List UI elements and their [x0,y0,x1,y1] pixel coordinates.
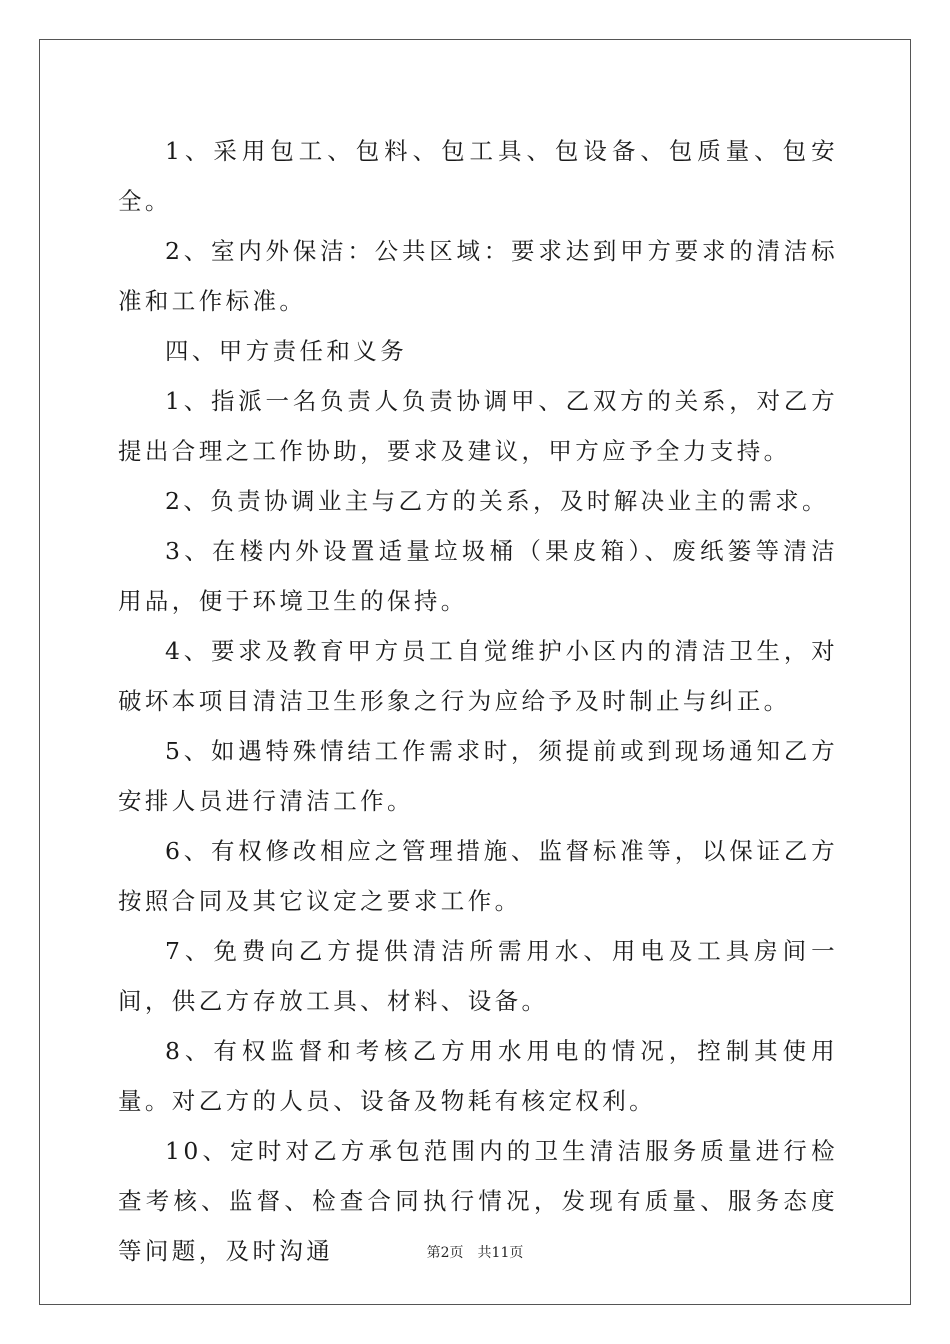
paragraph-10: 8、有权监督和考核乙方用水用电的情况，控制其使用量。对乙方的人员、设备及物耗有核定权利。 [118,1037,838,1115]
paragraph-1: 1、采用包工、包料、包工具、包设备、包质量、包安全。 [118,137,838,215]
paragraph-11: 10、定时对乙方承包范围内的卫生清洁服务质量进行检查考核、监督、检查合同执行情况，发现有质量、服务态度等问题，及时沟通 [118,1137,838,1265]
paragraph-6: 4、要求及教育甲方员工自觉维护小区内的清洁卫生，对破坏本项目清洁卫生形象之行为应给予及时制止与纠正。 [118,637,838,715]
page-footer [0,1243,950,1263]
section-heading: 四、甲方责任和义务 [165,337,408,365]
paragraph-4: 2、负责协调业主与乙方的关系，及时解决业主的需求。 [165,487,829,515]
document-body [118,126,838,1276]
paragraph-8: 6、有权修改相应之管理措施、监督标准等，以保证乙方按照合同及其它议定之要求工作。 [118,837,838,915]
page-number: 第2页 [426,1245,464,1261]
paragraph-3: 1、指派一名负责人负责协调甲、乙双方的关系，对乙方提出合理之工作协助，要求及建议，甲方应予全力支持。 [118,387,838,465]
paragraph-2: 2、室内外保洁：公共区域：要求达到甲方要求的清洁标准和工作标准。 [118,237,838,315]
paragraph-7: 5、如遇特殊情结工作需求时，须提前或到现场通知乙方安排人员进行清洁工作。 [118,737,838,815]
paragraph-9: 7、免费向乙方提供清洁所需用水、用电及工具房间一间，供乙方存放工具、材料、设备。 [118,937,838,1015]
paragraph-5: 3、在楼内外设置适量垃圾桶（果皮箱）、废纸篓等清洁用品，便于环境卫生的保持。 [118,537,838,615]
page-total: 共11页 [477,1245,524,1261]
